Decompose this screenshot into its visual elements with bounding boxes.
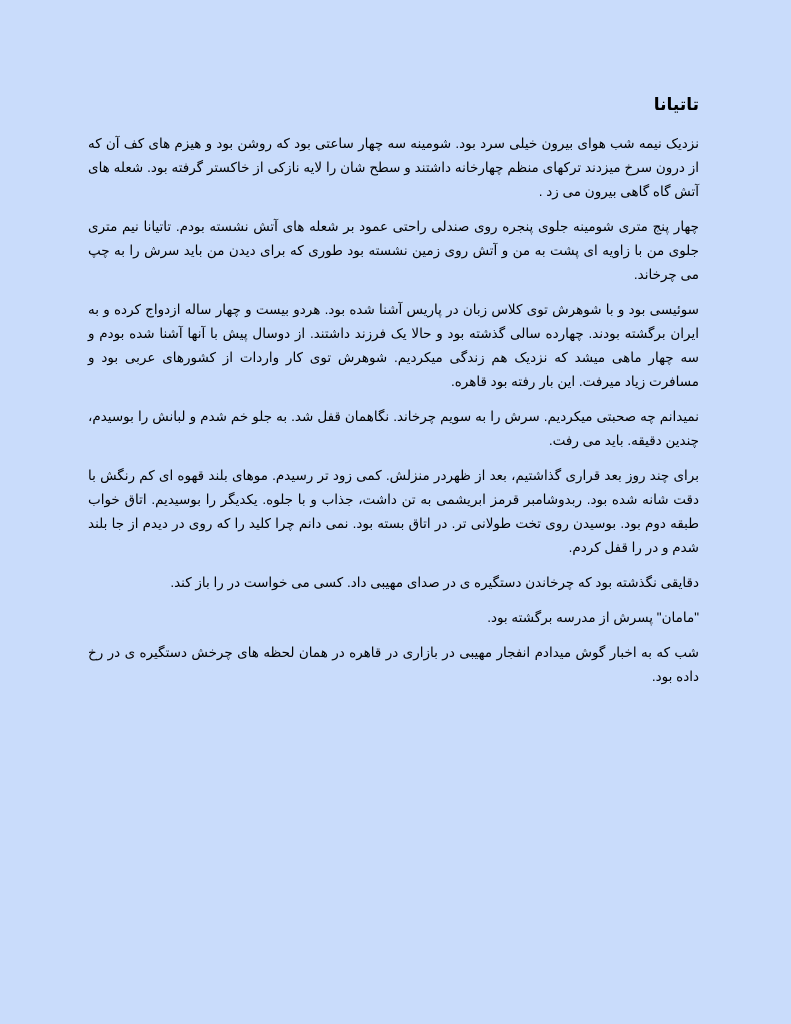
paragraph-8: شب که به اخبار گوش میدادم انفجار مهیبی در بازاری در قاهره در همان لحظه های چرخش دستگیره ی در رخ داده بود. [88, 645, 699, 684]
paragraph-5: برای چند روز بعد قراری گذاشتیم، بعد از ظهردر منزلش. کمی زود تر رسیدم. موهای بلند قهوه ای کم رنگش با دقت شانه شده بود. ربدوشامبر قرمز ابریشمی به تن داشت، جذاب و با جلوه. یکدیگر را بوسیدیم. اتاق خواب طبقه دوم بود. بوسیدن روی تخت طولانی تر. در اتاق بسته بود. نمی دانم چرا کلید را که روی در دیدم از جا بلند شدم و در را قفل کردم. [88, 468, 699, 555]
paragraph-1: نزدیک نیمه شب هوای بیرون خیلی سرد بود. شومینه سه چهار ساعتی بود که روشن بود و هیزم های کف آن که از درون سرخ میزدند ترکهای منظم چهارخانه داشتند و سطح شان را لایه نازکی از خاکستر گرفته بود. شعله های آتش گاه گاهی بیرون می زد . [88, 136, 699, 199]
paragraph-4: نمیدانم چه صحبتی میکردیم. سرش را به سویم چرخاند. نگاهمان قفل شد. به جلو خم شدم و لبانش را بوسیدم، چندین دقیقه. باید می رفت. [88, 409, 699, 448]
document-title: تاتیانا [653, 95, 699, 114]
paragraph-3: سوئیسی بود و با شوهرش توی کلاس زبان در پاریس آشنا شده بود. هردو بیست و چهار ساله ازدواج کرده و به ایران برگشته بودند. چهارده سالی گذشته بود و حالا یک فرزند داشتند. از دوسال پیش با آنها آشنا شده بودم و سه چهار ماهی میشد که نزدیک هم زندگی میکردیم. شوهرش توی کار واردات از کشورهای عربی بود و مسافرت زیاد میرفت. این بار رفته بود قاهره. [88, 302, 699, 389]
paragraph-7: "مامان" پسرش از مدرسه برگشته بود. [487, 610, 699, 625]
paragraph-2: چهار پنج متری شومینه جلوی پنجره روی صندلی راحتی عمود بر شعله های آتش نشسته بودم. تاتیانا نیم متری جلوی من با زاویه ای پشت به من و آتش روی زمین نشسته بود طوری که برای دیدن من باید سرش را به چپ می چرخاند. [88, 219, 699, 282]
paragraph-6: دقایقی نگذشته بود که چرخاندن دستگیره ی در صدای مهیبی داد. کسی می خواست در را باز کند. [170, 575, 699, 590]
document-page [88, 92, 699, 700]
